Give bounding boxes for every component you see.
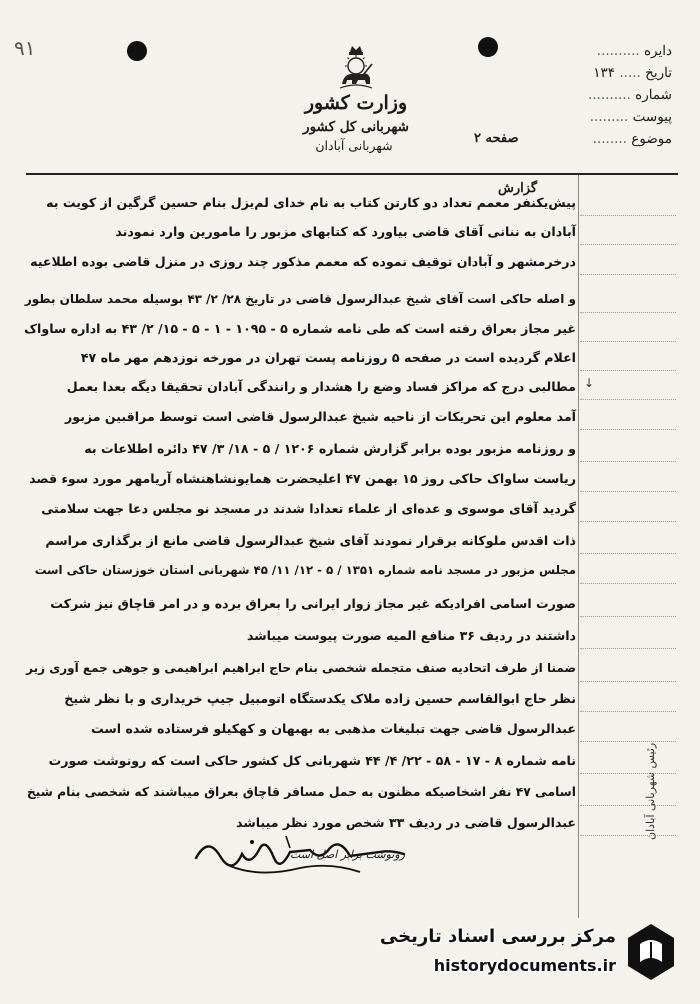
header-divider	[26, 173, 678, 175]
watermark-url: historydocuments.ir	[433, 956, 616, 975]
report-line: صورت اسامی افرادیکه غیر مجاز زوار ایرانی را بعراق برده و در امر قاچاق نیز شرکت	[50, 596, 576, 611]
margin-guide-line	[580, 399, 676, 400]
margin-guide-line	[580, 773, 676, 774]
report-line: غیر مجاز بعراق رفته است که طی نامه شماره ۵ - ۱۰۹۵ - ۱ - ۵ - ۱۵/ ۲/ ۴۳ به اداره ساواک	[24, 321, 576, 336]
report-line: عبدالرسول قاضی در ردیف ۳۳ شخص مورد نظر میباشد	[236, 815, 576, 830]
margin-guide-line	[580, 244, 676, 245]
field-attachment-label: پیوست	[632, 109, 672, 125]
archive-logo-icon	[624, 922, 678, 982]
field-subject	[562, 128, 672, 150]
margin-guide-line	[580, 274, 676, 275]
watermark-name: مرکز بررسی اسناد تاریخی	[379, 926, 616, 947]
marginal-note: رئیس شهربانی آبادان	[644, 742, 657, 840]
police-general-title: شهربانی کل کشور	[303, 119, 409, 135]
margin-guide-line	[580, 370, 676, 371]
margin-divider	[578, 175, 579, 918]
margin-guide-line	[580, 741, 676, 742]
report-line: عبدالرسول قاضی جهت تبلیغات مذهبی به بهبهان و کهکیلو فرستاده شده است	[91, 721, 576, 736]
report-line: آمد معلوم این تحریکات از ناحیه شیخ عبدالرسول قاضی است توسط مراقبین مزبور	[65, 409, 576, 424]
field-dots: ........	[592, 131, 627, 147]
field-date-value: ۱۳۴	[593, 65, 616, 81]
margin-guide-line	[580, 553, 676, 554]
report-line: گردید آقای موسوی و عده‌ای از علماء تعدادا شدند در مسجد نو مجلس دعا جهت سلامتی	[41, 501, 576, 516]
report-line: و اصله حاکی است آقای شیخ عبدالرسول قاضی در تاریخ ۲۸/ ۲/ ۴۳ بوسیله محمد سلطان بطور	[24, 292, 576, 306]
report-line: ذات اقدس ملوکانه برقرار نمودند آقای شیخ عبدالرسول قاضی مانع از برگذاری مراسم	[45, 533, 576, 548]
field-attachment	[562, 106, 672, 128]
margin-guide-line	[580, 429, 676, 430]
field-department	[562, 40, 672, 62]
margin-guide-line	[580, 583, 676, 584]
margin-guide-line	[580, 215, 676, 216]
header-fields	[562, 40, 672, 150]
margin-guide-line	[580, 521, 676, 522]
page-label: صفحه ۲	[474, 131, 519, 146]
signature-note: رونوشت برابر اصل است	[290, 848, 405, 861]
police-local-title: شهربانی آبادان	[315, 138, 393, 153]
margin-guide-line	[580, 805, 676, 806]
page-number: ۹۱	[14, 36, 36, 60]
report-label: گزارش	[498, 181, 538, 196]
margin-guide-line	[580, 312, 676, 313]
report-line: درخرمشهر و آبادان توقیف نموده که معمم مذکور چند روزی در منزل قاضی بوده اطلاعیه	[30, 254, 576, 269]
report-line: مجلس مزبور در مسجد نامه شماره ۱۳۵۱ / ۵ - ۱۲/ ۱۱/ ۴۵ شهربانی استان خوزستان حاکی است	[34, 563, 576, 577]
report-line: و روزنامه مزبور بوده برابر گزارش شماره ۱۲۰۶ / ۵ - ۱۸/ ۳/ ۴۷ دائره اطلاعات به	[84, 441, 576, 456]
margin-guide-line	[580, 616, 676, 617]
field-department-label: دایره	[643, 43, 672, 59]
report-line: ریاست ساواک حاکی روز ۱۵ بهمن ۴۷ اعلیحضرت همایونشاهنشاه آریامهر مورد سوء قصد	[29, 471, 576, 486]
margin-guide-line	[580, 491, 676, 492]
field-dots: .....	[619, 65, 641, 81]
field-number	[562, 84, 672, 106]
margin-guide-line	[580, 341, 676, 342]
field-date-label: تاریخ	[645, 65, 672, 81]
margin-guide-line	[580, 648, 676, 649]
margin-guide-line	[580, 461, 676, 462]
watermark	[378, 920, 678, 988]
field-subject-label: موضوع	[631, 131, 672, 147]
margin-guide-line	[580, 681, 676, 682]
ministry-title: وزارت کشور	[304, 92, 408, 114]
field-dots: ..........	[596, 43, 640, 59]
punch-hole-left	[127, 41, 147, 61]
field-dots: .........	[589, 109, 629, 125]
margin-tick-mark: ↓	[584, 376, 595, 390]
field-date	[562, 62, 672, 84]
report-line: پیش‌یکنفر معمم تعداد دو کارتن کتاب به نام خدای لم‌یزل بنام حسین گرگین از کویت به	[46, 195, 576, 210]
report-line: ضمنا از طرف اتحادیه صنف متجمله شخصی بنام حاج ابراهیم ابراهیمی و جوهی جمع آوری زیر	[26, 661, 576, 675]
report-line: مطالبی درج که مراکز فساد وضع را هشدار و رانندگی آبادان تحقیقا دیگه بعدا بعمل	[66, 379, 576, 394]
report-line: اعلام گردیده است در صفحه ۵ روزنامه پست تهران در مورخه نوزدهم مهر ماه ۴۷	[80, 350, 576, 365]
margin-guide-line	[580, 711, 676, 712]
report-line: داشتند در ردیف ۳۶ منافع المیه صورت پیوست میباشد	[246, 628, 576, 643]
margin-guide-line	[580, 835, 676, 836]
report-line: اسامی ۴۷ نفر اشخاصیکه مظنون به حمل مسافر قاچاق بعراق میباشند که شخصی بنام شیخ	[26, 785, 576, 799]
report-line: آبادان به ننانی آقای قاضی بیاورد که کتابهای مزبور را مامورین وارد نمودند	[115, 224, 576, 239]
field-dots: ..........	[587, 87, 631, 103]
report-line: نامه شماره ۸ - ۱۷ - ۵۸ - ۲۲/ ۴/ ۴۴ شهربانی کل کشور حاکی است که رونوشت صورت	[48, 753, 576, 768]
field-number-label: شماره	[635, 87, 672, 103]
punch-hole-right	[478, 37, 498, 57]
lion-and-sun-emblem-icon	[334, 42, 378, 92]
report-line: نظر حاج ابوالقاسم حسین زاده ملاک یکدستگاه اتومبیل جیپ خریداری و با نظر شیخ	[64, 691, 576, 706]
